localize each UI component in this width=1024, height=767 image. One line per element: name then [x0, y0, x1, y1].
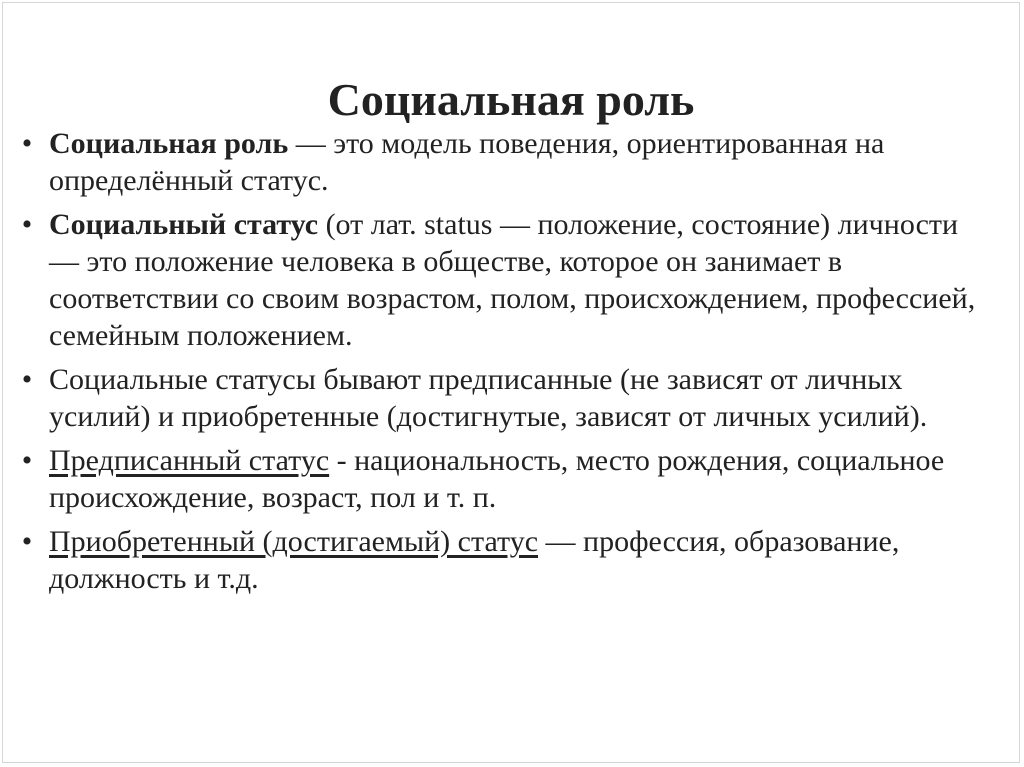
term-social-status: Социальный статус	[49, 208, 319, 241]
bullet-marker: •	[21, 525, 33, 558]
definition-social-status: (от лат. status — положение, состояние) личности — это положение человека в обществе, которое он занимает в соответствии со своим возрастом, полом, происхождением, профессией, семейным положением.	[49, 208, 976, 352]
bullet-marker: •	[21, 363, 33, 396]
bullet-item-achieved-status	[17, 523, 977, 597]
slide-title: Социальная роль	[327, 74, 695, 125]
text-status-types: Социальные статусы бывают предписанные (не зависят от личных усилий) и приобретенные (достигнутые, зависят от личных усилий).	[49, 363, 928, 433]
definition-achieved-status: — профессия, образование, должность и т.д.	[49, 525, 900, 595]
bullet-marker: •	[21, 127, 33, 160]
bullet-marker: •	[21, 444, 33, 477]
bullet-item-ascribed-status	[17, 442, 977, 516]
bullet-marker: •	[21, 208, 33, 241]
bullet-item-status-types	[17, 361, 977, 435]
slide	[2, 2, 1020, 763]
bullet-list	[17, 125, 977, 604]
term-achieved-status: Приобретенный (достигаемый) статус	[49, 525, 539, 558]
bullet-item-social-status	[17, 206, 977, 354]
term-ascribed-status: Предписанный статус	[49, 444, 330, 477]
term-social-role: Социальная роль	[49, 127, 289, 160]
bullet-item-social-role	[17, 125, 977, 199]
definition-social-role: — это модель поведения, ориентированная на определённый статус.	[49, 127, 885, 197]
definition-ascribed-status: - национальность, место рождения, социальное происхождение, возраст, пол и т. п.	[49, 444, 945, 514]
